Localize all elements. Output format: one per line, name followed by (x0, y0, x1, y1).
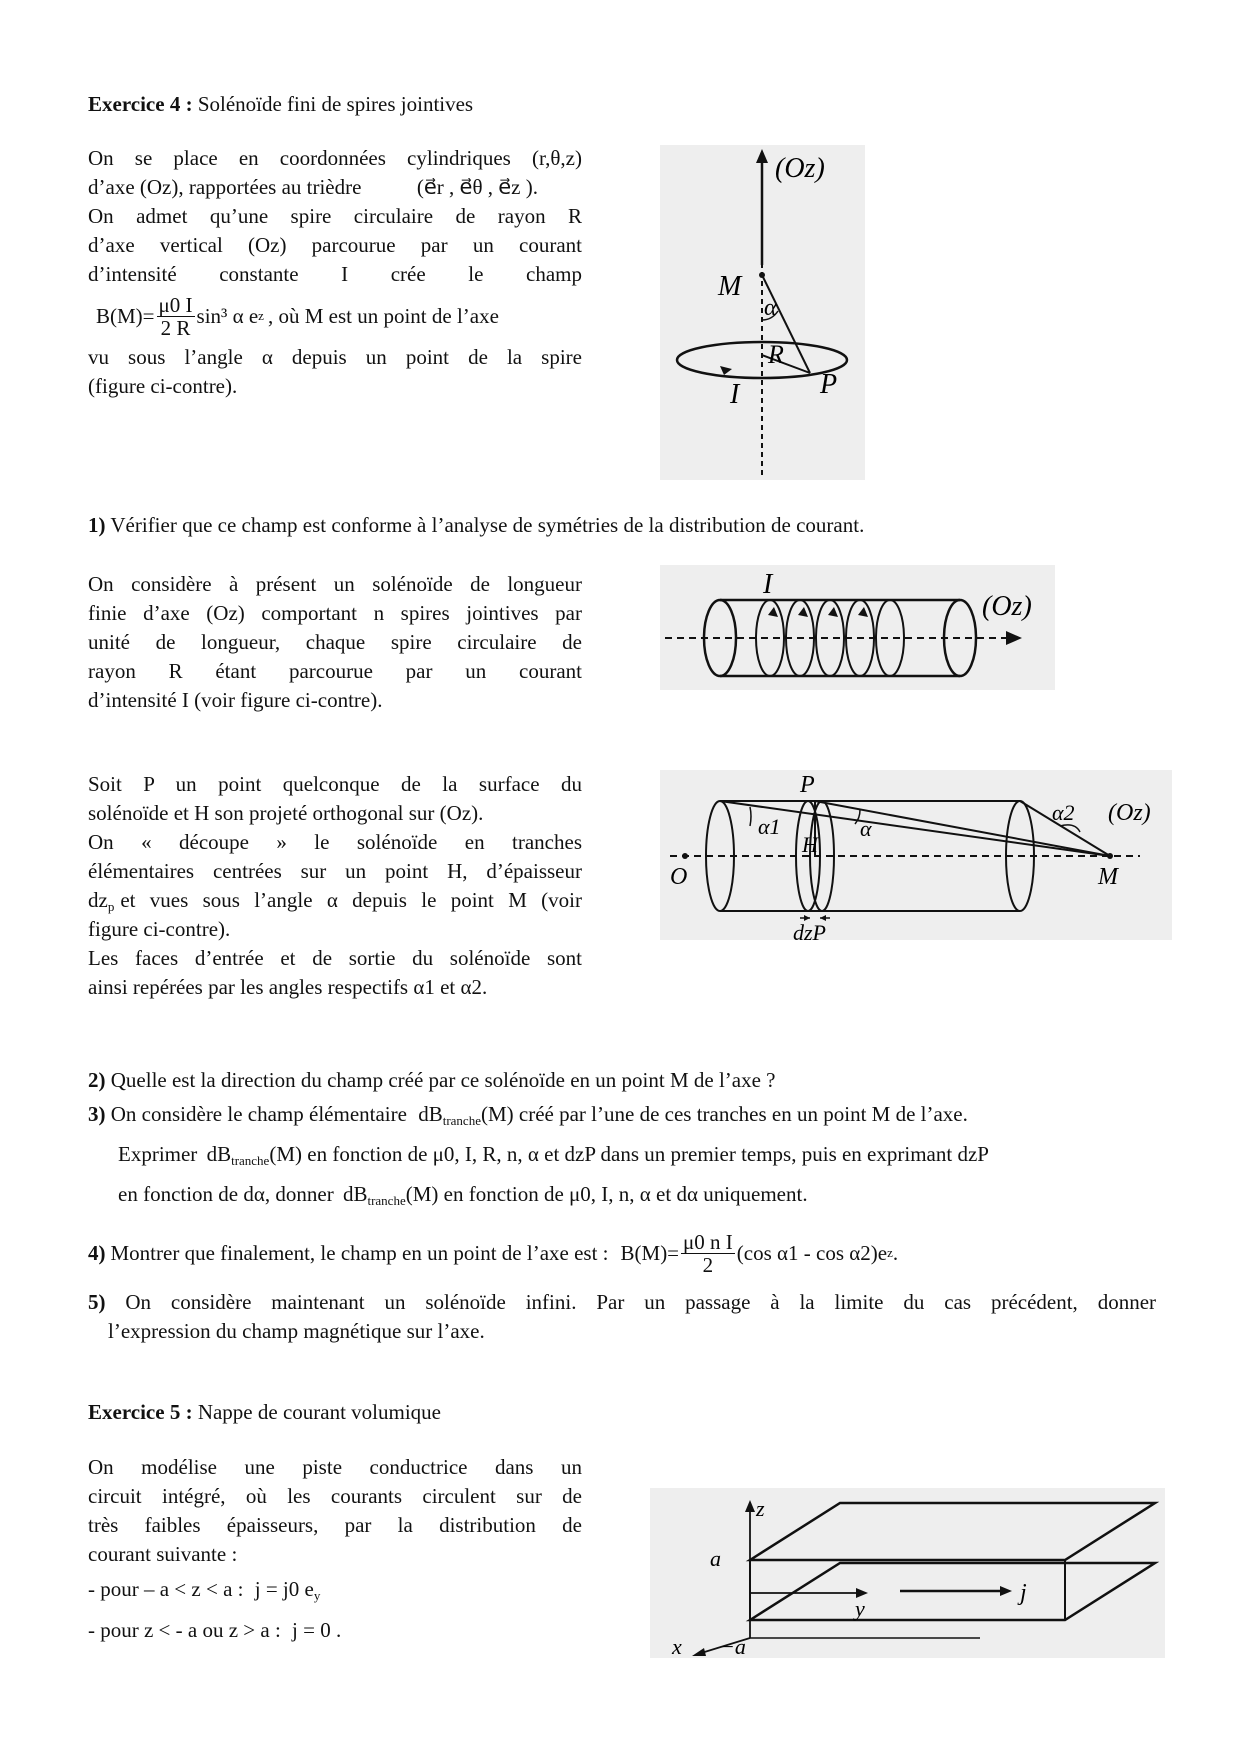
figure-spire (660, 145, 865, 480)
fig1-M: M (718, 271, 742, 302)
q5-line: 5) On considère maintenant un solénoïde infini. Par un passage à la limite du cas précédent, donner (88, 1290, 1157, 1314)
formula-fraction: $\frac{\mu 0 I}{2 R}$ (158, 292, 193, 340)
question-5 (88, 1288, 1156, 1346)
p-line: élémentaires centrées sur un point H, d’épaisseur (88, 859, 582, 883)
p-line: ainsi repérées par les angles respectifs α1 et α2. (88, 975, 488, 999)
q3-line: en fonction de dα, donner $dB_{tranche}(M)$ en fonction de μ0, I, n, α et dα uniquement. (118, 1182, 808, 1208)
fig4-z: z (756, 1496, 765, 1521)
q4-formula: B(M)= $\frac{\text{μ0 n I}}{2}$ (cos α1 - cos α2)e z . (620, 1229, 899, 1277)
q4-number: 4) (88, 1240, 106, 1265)
fig1-alpha: α (764, 295, 777, 321)
fig3-P: P (800, 772, 815, 798)
ex5-line: circuit intégré, où les courants circulent sur de (88, 1484, 582, 1508)
q3-line: 3) On considère le champ élémentaire $dB_{tranche}(M)$ créé par l’une de ces tranches en un point M de l’axe. (88, 1102, 968, 1128)
intro-text: d’axe (Oz), rapportées au trièdre (88, 175, 362, 199)
q1-number: 1) (88, 513, 106, 537)
formula-lhs: B(M)= (96, 303, 155, 328)
p-line: figure ci-contre). (88, 917, 231, 941)
ex5-line: très faibles épaisseurs, par la distribution de (88, 1513, 582, 1537)
fig2-I: I (763, 569, 773, 600)
fig4-a: a (710, 1546, 721, 1571)
sol-line: rayon R étant parcourue par un courant (88, 659, 582, 683)
ex5-paragraph (88, 1453, 582, 1645)
ex5-line: - pour z < - a ou z > a : j = 0 . (88, 1618, 342, 1642)
fig4-x: x (672, 1634, 682, 1658)
question-2 (88, 1066, 1156, 1095)
figure-sheet (650, 1488, 1165, 1658)
fig1-R: R (768, 340, 784, 369)
question-1 (88, 511, 1156, 540)
triedre: (e⃗r , e⃗θ , e⃗z ). (416, 175, 538, 199)
figure-slices (660, 770, 1172, 940)
fig1-I: I (730, 379, 740, 410)
fig3-alpha: α (860, 816, 872, 841)
q4-text: Montrer que finalement, le champ en un point de l’axe est : (110, 1240, 609, 1265)
intro-line: On admet qu’une spire circulaire de rayon R (88, 204, 582, 228)
p-line: Les faces d’entrée et de sortie du solénoïde sont (88, 946, 582, 970)
fig3-alpha2: α2 (1052, 800, 1075, 825)
ex5-heading (88, 1398, 441, 1427)
fig3-M: M (1098, 864, 1118, 890)
ex4-heading (88, 90, 473, 119)
intro-line: d’intensité constante I crée le champ (88, 262, 582, 286)
ex5-label: Exercice 5 : (88, 1400, 193, 1424)
q5-number: 5) (88, 1290, 106, 1314)
p-line: solénoïde et H son projeté orthogonal sur (Oz). (88, 801, 484, 825)
intro-line: vu sous l’angle α depuis un point de la spire (88, 345, 582, 369)
formula-rhs: sin³ α e (196, 303, 259, 328)
intro-line (88, 173, 582, 202)
p-line: Soit P un point quelconque de la surface du (88, 772, 582, 796)
sol-line: unité de longueur, chaque spire circulaire de (88, 630, 582, 654)
q5-line: l’expression du champ magnétique sur l’axe. (108, 1319, 485, 1343)
intro-line: On se place en coordonnées cylindriques (r,θ,z) (88, 146, 582, 170)
p-line: On « découpe » le solénoïde en tranches (88, 830, 582, 854)
q3-line: Exprimer $dB_{tranche}(M)$ en fonction de μ0, I, R, n, α et dzP dans un premier temps, puis en exprimant dzP (118, 1142, 989, 1168)
fig3-axis-label: (Oz) (1108, 800, 1151, 826)
ex4-intro (88, 144, 582, 401)
q2-number: 2) (88, 1068, 106, 1092)
fig1-axis-label: (Oz) (775, 153, 825, 184)
question-3 (88, 1100, 1156, 1209)
fig4-y: y (855, 1596, 865, 1621)
ex4-label: Exercice 4 : (88, 92, 193, 116)
ex5-line: On modélise une piste conductrice dans un (88, 1455, 582, 1479)
sol-line: finie d’axe (Oz) comportant n spires jointives par (88, 601, 582, 625)
ex5-line: - pour – a < z < a : j = j0 $e_y$ (88, 1577, 321, 1603)
ex5-title: Nappe de courant volumique (197, 1400, 441, 1424)
fig3-alpha1: α1 (758, 814, 781, 839)
fig1-P: P (820, 369, 838, 400)
spire-formula: B(M)= $\frac{\mu 0 I}{2 R}$ sin³ α e z , où M est un point de l’axe (96, 292, 499, 340)
q3-number: 3) (88, 1102, 106, 1126)
ex5-line: courant suivante : (88, 1542, 238, 1566)
formula-after: , où M est un point de l’axe (267, 303, 499, 328)
ex4-title: Solénoïde fini de spires jointives (197, 92, 474, 116)
fig3-O: O (670, 864, 688, 890)
figure-solenoid (660, 565, 1055, 690)
sol-line: d’intensité I (voir figure ci-contre). (88, 688, 383, 712)
fig2-axis-label: (Oz) (982, 591, 1032, 622)
question-4 (88, 1228, 1156, 1278)
intro-line: d’axe vertical (Oz) parcourue par un courant (88, 233, 582, 257)
intro-line: (figure ci-contre). (88, 374, 238, 398)
sol-line: On considère à présent un solénoïde de longueur (88, 572, 582, 596)
fig3-H: H (802, 832, 818, 857)
fig3-dz: dzP (793, 920, 826, 940)
q2-text: Quelle est la direction du champ créé par ce solénoïde en un point M de l’axe ? (110, 1068, 776, 1092)
q1-text: Vérifier que ce champ est conforme à l’analyse de symétries de la distribution de courant. (110, 513, 865, 537)
solenoid-paragraph (88, 570, 582, 715)
point-paragraph (88, 770, 582, 1002)
p-line: $dz_p$ et vues sous l’angle α depuis le point M (voir (88, 888, 582, 914)
fig4-minus-a: −a (720, 1634, 746, 1658)
fig4-j: j (1020, 1580, 1027, 1606)
